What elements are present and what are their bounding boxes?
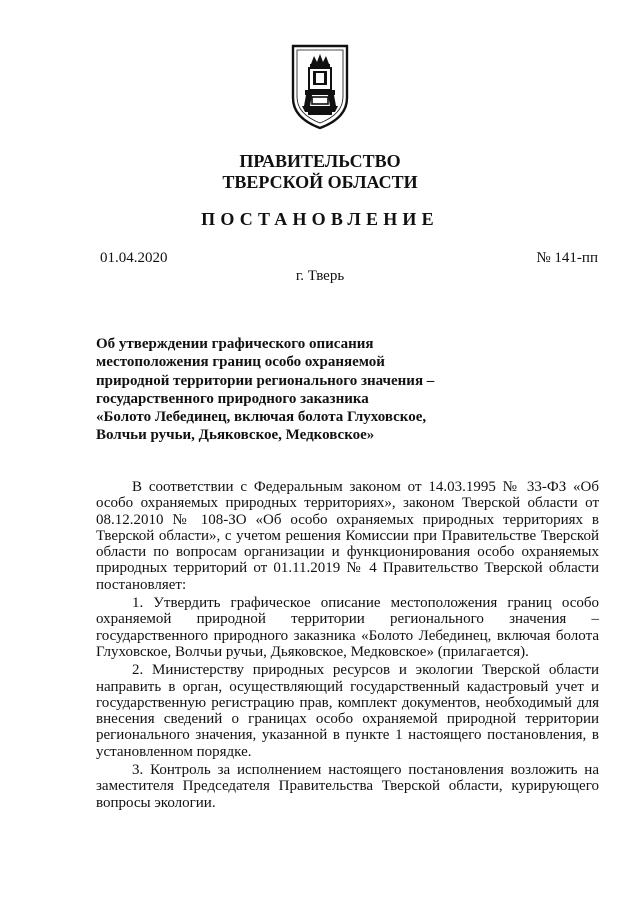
title-line: «Болото Лебединец, включая болота Глуховское, xyxy=(96,409,427,426)
resolution-item-2: 2. Министерству природных ресурсов и экологии Тверской области направить в орган, осуществляющий государственный кадастровый учет и государственную регистрацию прав, комплект документов, необходимый для внесения сведений о границах особо охраняемой природной территории регионального значения, указанной в пункте 1 настоящего постановления, в установленном порядке. xyxy=(96,662,599,760)
title-line: Волчьи ручьи, Дьяковское, Медковское» xyxy=(96,427,375,444)
title-line: местоположения границ особо охраняемой xyxy=(96,354,385,371)
document-date: 01.04.2020 xyxy=(100,250,168,266)
preamble-paragraph: В соответствии с Федеральным законом от 14.03.1995 № 33-ФЗ «Об особо охраняемых природных территориях», законом Тверской области от 08.12.2010 № 108-ЗО «Об особо охраняемых природных территориях в Тверской области», с учетом решения Комиссии при Правительстве Тверской области по вопросам организации и функционирования особо охраняемых природных территорий от 01.11.2019 № 4 Правительство Тверской области постановляет: xyxy=(96,479,599,593)
document-type-heading: ПОСТАНОВЛЕНИЕ xyxy=(201,209,439,229)
title-line: государственного природного заказника xyxy=(96,390,369,407)
document-number: № 141-пп xyxy=(536,250,598,266)
tver-coat-of-arms-icon xyxy=(290,42,350,130)
document-title xyxy=(96,335,476,445)
resolution-item-1: 1. Утвердить графическое описание местоположения границ особо охраняемой природной территории регионального значения – государственного природного заказника «Болото Лебединец, включая болота Глуховское, Волчьи ручьи, Дьяковское, Медковское» (прилагается). xyxy=(96,595,599,660)
organization-name-line1: ПРАВИТЕЛЬСТВО xyxy=(239,151,401,171)
title-line: природной территории регионального значения – xyxy=(96,372,435,389)
document-city: г. Тверь xyxy=(295,268,345,284)
resolution-item-3: 3. Контроль за исполнением настоящего постановления возложить на заместителя Председателя Правительства Тверской области, курирующего вопросы экологии. xyxy=(96,762,599,811)
document-body xyxy=(96,479,599,811)
title-line: Об утверждении графического описания xyxy=(96,336,374,352)
organization-name-line2: ТВЕРСКОЙ ОБЛАСТИ xyxy=(222,172,418,192)
